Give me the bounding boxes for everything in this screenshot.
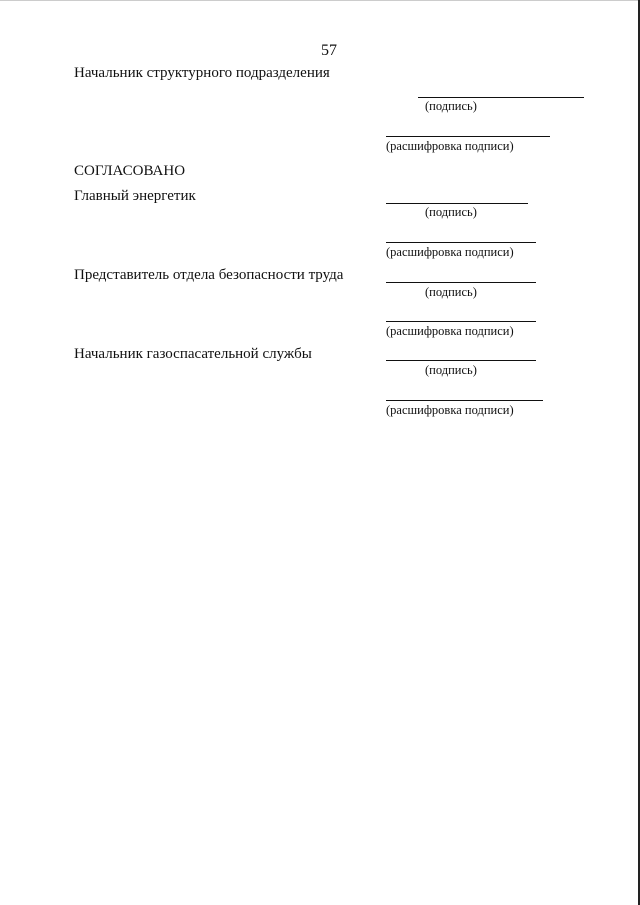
page-edge-top [0, 0, 640, 1]
decode-line [386, 242, 536, 243]
signature-line [386, 282, 536, 283]
decode-caption: (расшифровка подписи) [386, 245, 514, 259]
decode-caption: (расшифровка подписи) [386, 403, 514, 417]
signature-caption: (подпись) [425, 285, 477, 299]
signature-caption: (подпись) [425, 99, 477, 113]
decode-line [386, 321, 536, 322]
approval-heading: СОГЛАСОВАНО [74, 163, 186, 179]
page-number: 57 [321, 42, 337, 59]
signature-caption: (подпись) [425, 363, 477, 377]
decode-caption: (расшифровка подписи) [386, 139, 514, 153]
signature-line [386, 203, 528, 204]
role-title-gas-rescue-head: Начальник газоспасательной службы [74, 346, 312, 362]
signature-line [386, 360, 536, 361]
role-title-structural-head: Начальник структурного подразделения [74, 65, 330, 81]
decode-line [386, 400, 543, 401]
decode-line [386, 136, 550, 137]
decode-caption: (расшифровка подписи) [386, 324, 514, 338]
role-title-safety-representative: Представитель отдела безопасности труда [74, 267, 344, 283]
signature-caption: (подпись) [425, 205, 477, 219]
signature-line [418, 97, 584, 98]
role-title-chief-power-engineer: Главный энергетик [74, 188, 196, 204]
